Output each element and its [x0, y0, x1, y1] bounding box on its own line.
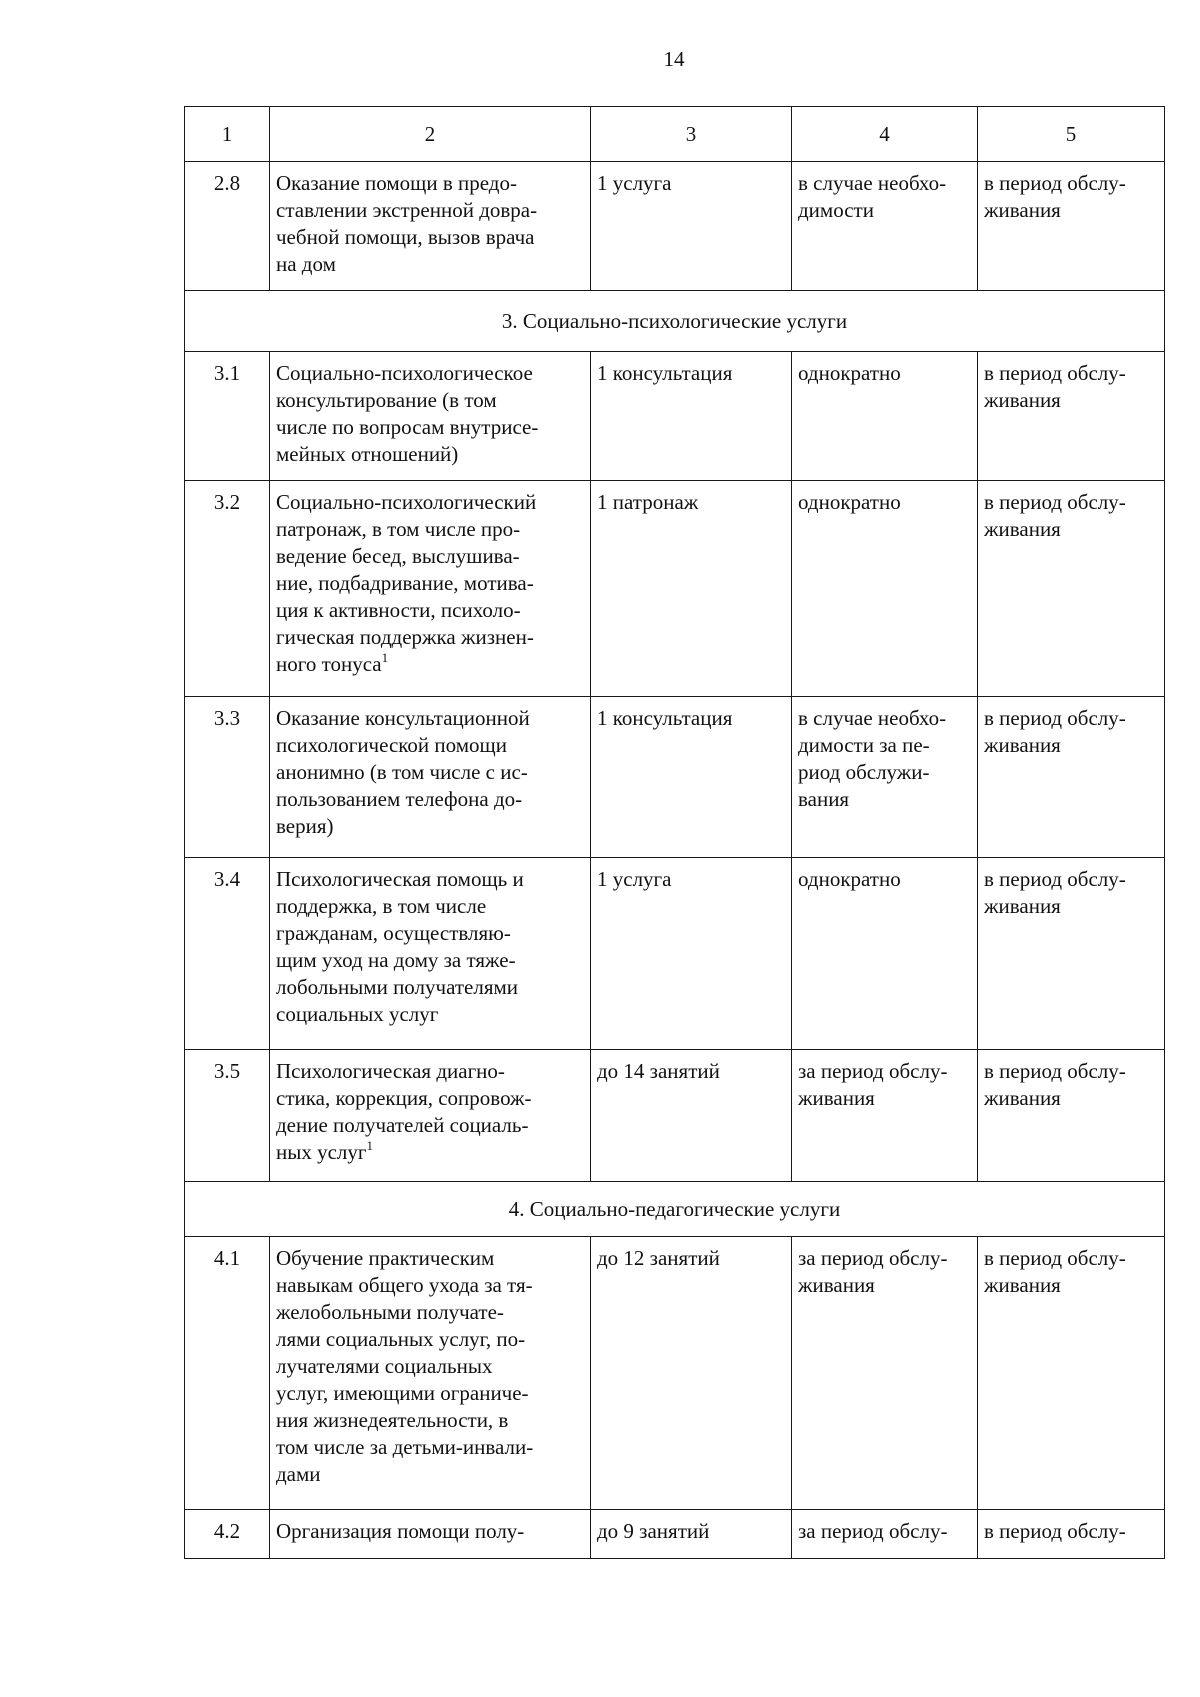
section-title: 4. Социально-педагогические услуги: [185, 1182, 1165, 1237]
service-frequency: за период обслу- живания: [792, 1237, 978, 1510]
service-unit: 1 услуга: [591, 162, 792, 291]
row-number: 3.1: [185, 352, 270, 481]
row-number: 3.3: [185, 697, 270, 858]
service-frequency: в случае необхо- димости: [792, 162, 978, 291]
service-unit: до 14 занятий: [591, 1050, 792, 1182]
page-number: 14: [663, 47, 685, 71]
service-term: в период обслу- живания: [978, 481, 1165, 697]
column-number-3: 3: [591, 107, 792, 162]
service-frequency: однократно: [792, 481, 978, 697]
service-unit: 1 услуга: [591, 858, 792, 1050]
table-row: [185, 697, 1165, 858]
table-row: [185, 481, 1165, 697]
service-term: в период обслу- живания: [978, 162, 1165, 291]
table-row: [185, 1050, 1165, 1182]
service-name-text: Социально-психологический патронаж, в том числе про- ведение бесед, выслушива- ние, подбадривание, мотива- ция к активности, психоло- гическая поддержка жизнен- ного тонуса: [276, 490, 537, 676]
service-name-text: Психологическая диагно- стика, коррекция, сопровож- дение получателей социаль- ных услуг: [276, 1059, 532, 1164]
service-unit: 1 патронаж: [591, 481, 792, 697]
service-term: в период обслу- живания: [978, 352, 1165, 481]
service-name: [270, 481, 591, 697]
column-number-5: 5: [978, 107, 1165, 162]
service-frequency: за период обслу- живания: [792, 1050, 978, 1182]
table-row: [185, 1510, 1165, 1559]
table-row: [185, 162, 1165, 291]
service-term: в период обслу- живания: [978, 697, 1165, 858]
service-name: Оказание помощи в предо- ставлении экстренной довра- чебной помощи, вызов врача на дом: [270, 162, 591, 291]
column-number-2: 2: [270, 107, 591, 162]
table-header-row: [185, 107, 1165, 162]
service-frequency: однократно: [792, 858, 978, 1050]
table-row: [185, 1237, 1165, 1510]
service-unit: 1 консультация: [591, 697, 792, 858]
row-number: 3.2: [185, 481, 270, 697]
service-frequency: в случае необхо- димости за пе- риод обслужи- вания: [792, 697, 978, 858]
service-name: Обучение практическим навыкам общего ухода за тя- желобольными получате- лями социальных услуг, по- лучателями социальных услуг, имеющими ограниче- ния жизнедеятельности, в том числе за детьми-инвали- дами: [270, 1237, 591, 1510]
service-unit: 1 консультация: [591, 352, 792, 481]
row-number: 3.4: [185, 858, 270, 1050]
service-name: Оказание консультационной психологической помощи анонимно (в том числе с ис- пользованием телефона до- верия): [270, 697, 591, 858]
row-number: 4.2: [185, 1510, 270, 1559]
service-term: в период обслу-: [978, 1510, 1165, 1559]
service-frequency: за период обслу-: [792, 1510, 978, 1559]
section-header-row: [185, 291, 1165, 352]
services-table: [184, 106, 1165, 1559]
column-number-4: 4: [792, 107, 978, 162]
row-number: 3.5: [185, 1050, 270, 1182]
service-name: Психологическая помощь и поддержка, в том числе гражданам, осуществляю- щим уход на дому за тяже- лобольными получателями социальных услуг: [270, 858, 591, 1050]
footnote-marker: 1: [381, 650, 389, 665]
section-title: 3. Социально-психологические услуги: [185, 291, 1165, 352]
service-term: в период обслу- живания: [978, 858, 1165, 1050]
service-unit: до 12 занятий: [591, 1237, 792, 1510]
service-term: в период обслу- живания: [978, 1050, 1165, 1182]
service-frequency: однократно: [792, 352, 978, 481]
table-row: [185, 352, 1165, 481]
row-number: 2.8: [185, 162, 270, 291]
column-number-1: 1: [185, 107, 270, 162]
service-unit: до 9 занятий: [591, 1510, 792, 1559]
service-term: в период обслу- живания: [978, 1237, 1165, 1510]
service-name: Организация помощи полу-: [270, 1510, 591, 1559]
service-name: [270, 1050, 591, 1182]
footnote-marker: 1: [366, 1138, 374, 1153]
section-header-row: [185, 1182, 1165, 1237]
service-name: Социально-психологическое консультирование (в том числе по вопросам внутрисе- мейных отношений): [270, 352, 591, 481]
row-number: 4.1: [185, 1237, 270, 1510]
table-row: [185, 858, 1165, 1050]
